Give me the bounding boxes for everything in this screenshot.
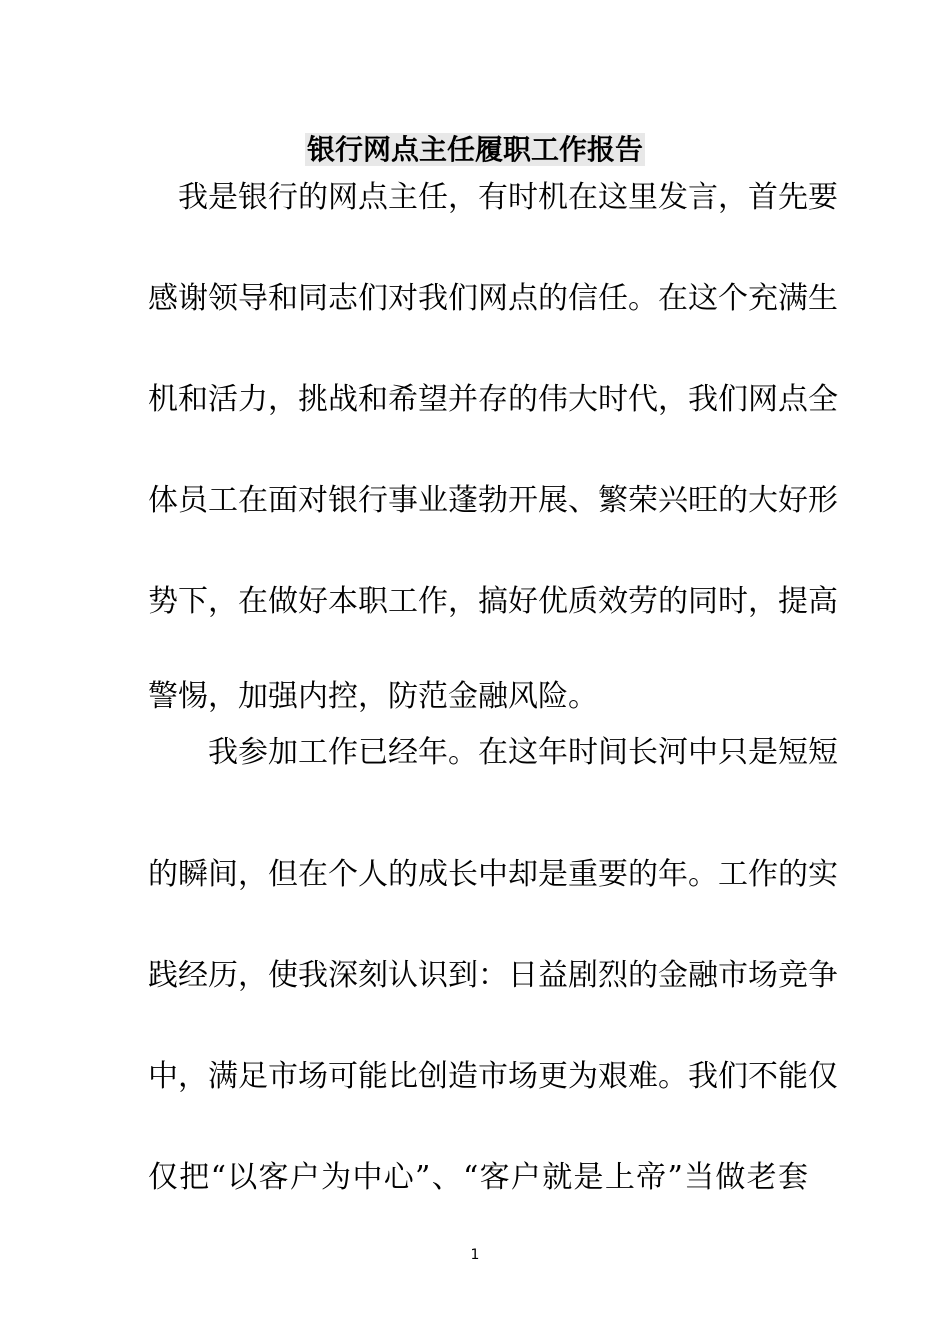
- paragraph-line: 中，满足市场可能比创造市场更为艰难。我们不能仅: [148, 1059, 838, 1094]
- paragraph-line: 仅把“以客户为中心”、“客户就是上帝”当做老套: [148, 1160, 808, 1195]
- paragraph-line: 践经历，使我深刻认识到：日益剧烈的金融市场竞争: [148, 958, 838, 993]
- paragraph-line: 机和活力，挑战和希望并存的伟大时代，我们网点全: [148, 382, 838, 417]
- paragraph-line: 我是银行的网点主任，有时机在这里发言，首先要: [148, 180, 838, 215]
- document-title-text: 银行网点主任履职工作报告: [306, 133, 643, 166]
- page-number: 1: [470, 1247, 480, 1263]
- document-title: [0, 128, 950, 172]
- paragraph-line: 感谢领导和同志们对我们网点的信任。在这个充满生: [148, 281, 838, 316]
- paragraph-line: 我参加工作已经年。在这年时间长河中只是短短: [148, 735, 838, 770]
- paragraph-line: 警惕，加强内控，防范金融风险。: [148, 679, 598, 714]
- paragraph-line: 的瞬间，但在个人的成长中却是重要的年。工作的实: [148, 857, 838, 892]
- paragraph-line: 势下，在做好本职工作，搞好优质效劳的同时，提高: [148, 584, 838, 619]
- paragraph-line: 体员工在面对银行事业蓬勃开展、繁荣兴旺的大好形: [148, 483, 838, 518]
